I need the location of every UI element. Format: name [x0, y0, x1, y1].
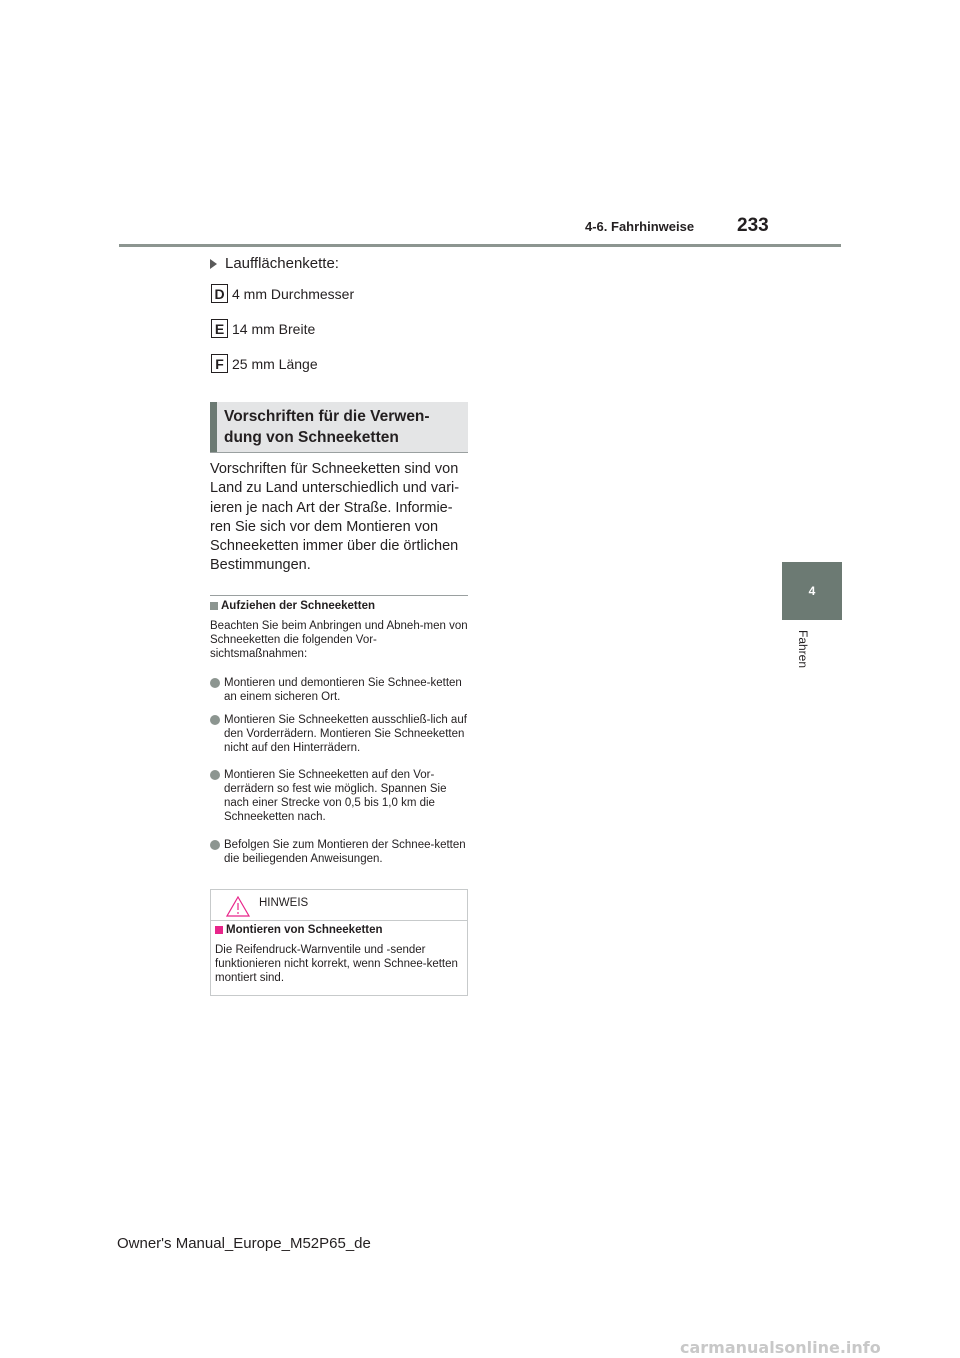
circle-bullet-icon — [210, 715, 220, 725]
spec-item-d — [211, 284, 354, 303]
hinweis-paragraph: Die Reifendruck-Warnventile und -sender funktionieren nicht korrekt, wenn Schnee-ketten montiert sind. — [215, 944, 458, 984]
spec-text: 14 mm Breite — [232, 320, 316, 337]
divider — [210, 595, 468, 596]
spec-item-e — [211, 319, 315, 338]
chapter-number: 4 — [808, 584, 816, 598]
watermark: carmanualsonline.info — [680, 1338, 881, 1357]
triangle-bullet-icon — [210, 259, 217, 269]
list-item-text: Befolgen Sie zum Montieren der Schnee-ketten die beiliegenden Anweisungen. — [224, 839, 466, 865]
header-rule — [119, 244, 841, 247]
list-item-text: Montieren Sie Schneeketten auf den Vor-derrädern so fest wie möglich. Spannen Sie nach einer Strecke von 0,5 bis 1,0 km die Schneeketten nach. — [224, 769, 447, 823]
spec-letter-d: D — [211, 284, 228, 303]
spec-text: 4 mm Durchmesser — [232, 285, 355, 302]
list-item — [210, 838, 468, 866]
list-item-text: Montieren Sie Schneeketten ausschließ-lich auf den Vorderrädern. Montieren Sie Schneeketten nicht auf den Hinterrädern. — [224, 714, 467, 754]
chain-spec-heading-text: Laufflächenkette: — [225, 255, 339, 272]
hinweis-subtitle — [215, 924, 383, 936]
warning-triangle-icon — [226, 896, 250, 917]
section-title-line2: dung von Schneeketten — [224, 429, 399, 446]
list-item — [210, 676, 468, 704]
hinweis-subtitle-text: Montieren von Schneeketten — [226, 924, 383, 936]
spec-text: 25 mm Länge — [232, 355, 318, 372]
chapter-tab[interactable] — [782, 562, 842, 620]
spec-letter-e: E — [211, 319, 228, 338]
hinweis-header — [211, 890, 467, 921]
section-title-box — [210, 402, 468, 453]
circle-bullet-icon — [210, 770, 220, 780]
spec-letter-f: F — [211, 354, 228, 373]
list-item-text: Montieren und demontieren Sie Schnee-ketten an einem sicheren Ort. — [224, 677, 462, 703]
footer-text: Owner's Manual_Europe_M52P65_de — [117, 1235, 371, 1252]
spec-item-f — [211, 354, 318, 373]
list-item — [210, 713, 468, 755]
list-item — [210, 768, 468, 824]
page-number: 233 — [737, 215, 769, 236]
hinweis-box — [210, 889, 468, 996]
chain-spec-heading — [210, 255, 339, 272]
note-paragraph: Beachten Sie beim Anbringen und Abneh-men von Schneeketten die folgenden Vor-sichtsmaßnahmen: — [210, 620, 468, 660]
square-bullet-icon — [210, 602, 218, 610]
chapter-label: Fahren — [796, 630, 810, 669]
pink-square-icon — [215, 926, 223, 934]
note-title-text: Aufziehen der Schneeketten — [221, 600, 376, 612]
title-accent-bar — [210, 402, 217, 452]
hinweis-label: HINWEIS — [259, 897, 309, 909]
section-title — [224, 406, 430, 448]
note-title — [210, 600, 375, 612]
circle-bullet-icon — [210, 678, 220, 688]
intro-paragraph: Vorschriften für Schneeketten sind von Land zu Land unterschiedlich und vari-ieren je nach Art der Straße. Informie-ren Sie sich vor dem Montieren von Schneeketten immer über die örtlichen Bestimmungen. — [210, 461, 460, 574]
section-label: 4-6. Fahrhinweise — [585, 219, 695, 234]
section-title-line1: Vorschriften für die Verwen- — [224, 408, 430, 425]
circle-bullet-icon — [210, 840, 220, 850]
